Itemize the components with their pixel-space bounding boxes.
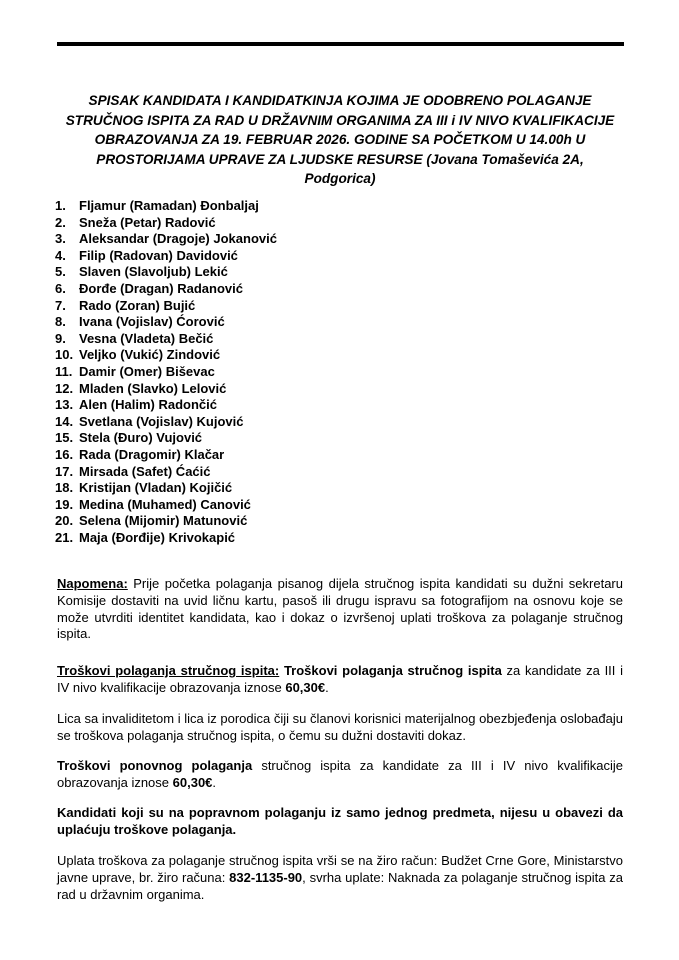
candidate-name: Rado (Zoran) Bujić <box>79 297 196 313</box>
troskovi-amount: 60,30€ <box>285 679 326 695</box>
candidate-number: 1. <box>55 198 66 213</box>
candidate-item <box>55 497 277 514</box>
ponovno-amount: 60,30€ <box>172 774 213 790</box>
candidate-number: 21. <box>55 529 74 545</box>
popravni-paragraph: Kandidati koji su na popravnom polaganju iz samo jednog predmeta, nijesu u obavezi da uplaćuju troškove polaganja. <box>57 805 623 837</box>
candidate-list <box>55 198 277 546</box>
napomena-paragraph <box>57 576 623 643</box>
troskovi-text: za kandidate za III i IV nivo kvalifikacije obrazovanja iznose <box>57 663 624 695</box>
candidate-name: Medina (Muhamed) Canović <box>79 496 251 512</box>
candidate-number: 7. <box>55 297 66 313</box>
candidate-name: Sneža (Petar) Radović <box>79 214 216 230</box>
candidate-item <box>55 414 277 431</box>
candidate-number: 9. <box>55 330 66 346</box>
candidate-number: 2. <box>55 214 66 230</box>
candidate-number: 12. <box>55 380 74 396</box>
ponovno-paragraph <box>57 758 623 792</box>
candidate-name: Rada (Dragomir) Klačar <box>79 446 225 462</box>
candidate-number: 3. <box>55 231 66 247</box>
candidate-name: Selena (Mijomir) Matunović <box>79 513 248 529</box>
candidate-name: Stela (Đuro) Vujović <box>79 430 203 446</box>
candidate-name: Maja (Đorđije) Krivokapić <box>79 529 236 545</box>
candidate-item <box>55 480 277 497</box>
uplata-text-1: Uplata troškova za polaganje stručnog ispita vrši se na žiro račun: Budžet Crne Gore, Ministarstvo javne uprave, br. žiro računa: <box>57 853 623 885</box>
troskovi-end: . <box>325 679 329 695</box>
candidate-number: 14. <box>55 413 74 429</box>
troskovi-label: Troškovi polaganja stručnog ispita: <box>57 663 280 678</box>
candidate-item <box>55 447 277 464</box>
candidate-name: Đorđe (Dragan) Radanović <box>79 280 243 296</box>
candidate-name: Filip (Radovan) Davidović <box>79 247 238 263</box>
candidate-number: 11. <box>55 363 73 379</box>
ponovno-text: stručnog ispita za kandidate za III i IV nivo kvalifikacije obrazovanja iznose <box>57 758 624 790</box>
candidate-item <box>55 347 277 364</box>
candidate-name: Ivana (Vojislav) Ćorović <box>79 314 225 330</box>
candidate-number: 6. <box>55 280 66 296</box>
candidate-number: 20. <box>55 513 74 529</box>
candidate-name: Vesna (Vladeta) Bečić <box>79 330 214 346</box>
troskovi-bold: Troškovi polaganja stručnog ispita <box>279 663 502 678</box>
candidate-item <box>55 530 277 547</box>
candidate-item <box>55 464 277 481</box>
candidate-name: Kristijan (Vladan) Kojičić <box>79 480 233 496</box>
candidate-name: Veljko (Vukić) Zindović <box>79 347 221 363</box>
candidate-item <box>55 430 277 447</box>
candidate-item <box>55 513 277 530</box>
candidate-item <box>55 215 277 232</box>
candidate-item <box>55 198 277 215</box>
candidate-number: 4. <box>55 247 66 263</box>
uplata-account: 832-1135-90 <box>229 869 303 885</box>
candidate-item <box>55 264 277 281</box>
candidate-number: 8. <box>55 314 66 330</box>
candidate-name: Damir (Omer) Biševac <box>79 363 215 379</box>
napomena-label: Napomena: <box>57 576 128 591</box>
candidate-item <box>55 381 277 398</box>
candidate-item <box>55 298 277 315</box>
document-title: SPISAK KANDIDATA I KANDIDATKINJA KOJIMA JE ODOBRENO POLAGANJE STRUČNOG ISPITA ZA RAD U DRŽAVNIM ORGANIMA ZA III i IV NIVO KVALIFIKACIJE OBRAZOVANJA ZA 19. FEBRUAR 2026. GODINE SA POČETKOM U 14.00h U PROSTORIJAMA UPRAVE ZA LJUDSKE RESURSE (Jovana Tomaševića 2A, Podgorica) <box>65 93 615 186</box>
candidate-item <box>55 248 277 265</box>
ponovno-end: . <box>212 774 217 790</box>
candidate-number: 10. <box>55 347 74 363</box>
invalidi-paragraph: Lica sa invaliditetom i lica iz porodica čiji su članovi korisnici materijalnog obezbjeđenja oslobađaju se troškova polaganja stručnog ispita, o čemu su dužni dostaviti dokaz. <box>57 711 623 743</box>
ponovno-bold: Troškovi ponovnog polaganja <box>57 758 253 773</box>
candidate-number: 5. <box>55 264 66 280</box>
candidate-number: 17. <box>55 463 74 479</box>
troskovi-paragraph <box>57 663 623 697</box>
candidate-name: Slaven (Slavoljub) Lekić <box>79 264 228 280</box>
top-rule <box>57 42 624 46</box>
candidate-item <box>55 364 277 381</box>
candidate-name: Mirsada (Safet) Ćaćić <box>79 463 211 479</box>
candidate-item <box>55 231 277 248</box>
candidate-name: Alen (Halim) Radončić <box>79 397 217 413</box>
candidate-number: 18. <box>55 480 74 496</box>
candidate-number: 16. <box>55 446 74 462</box>
napomena-text: Prije početka polaganja pisanog dijela stručnog ispita kandidati su dužni sekretaru Komisije dostaviti na uvid ličnu kartu, pasoš ili drugu ispravu sa fotografijom na osnovu koje se može utvrditi identitet kandidata, kao i dokaz o izvršenoj uplati troškova za polaganje stručnog ispita. <box>57 576 623 642</box>
candidate-number: 13. <box>55 397 74 413</box>
candidate-number: 19. <box>55 496 74 512</box>
candidate-name: Mladen (Slavko) Lelović <box>79 380 227 396</box>
candidate-item <box>55 397 277 414</box>
candidate-name: Aleksandar (Dragoje) Jokanović <box>79 231 277 247</box>
candidate-name: Fljamur (Ramadan) Đonbaljaj <box>79 198 259 213</box>
candidate-number: 15. <box>55 430 74 446</box>
uplata-paragraph <box>57 853 623 903</box>
uplata-text-2: , svrha uplate: Naknada za polaganje stručnog ispita za rad u državnim organima. <box>57 869 624 902</box>
candidate-item <box>55 281 277 298</box>
candidate-item <box>55 331 277 348</box>
candidate-name: Svetlana (Vojislav) Kujović <box>79 413 244 429</box>
candidate-item <box>55 314 277 331</box>
